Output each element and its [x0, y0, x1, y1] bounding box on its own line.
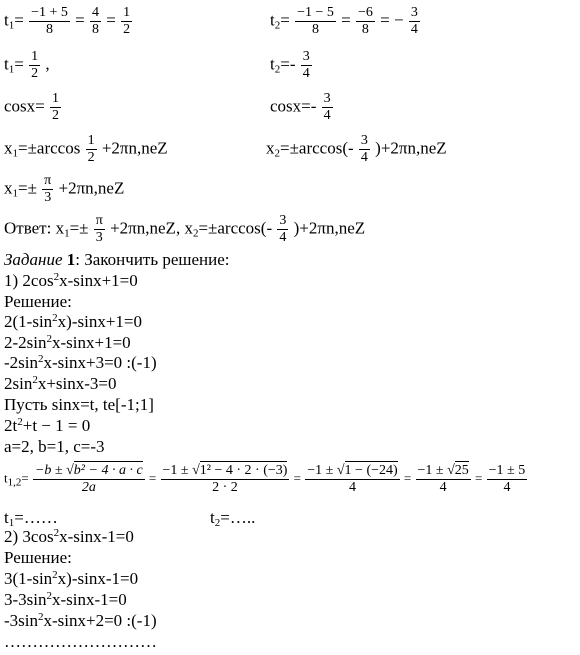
- t1-value: $t_1=$ $\frac{1}{2}$ ,: [4, 49, 50, 81]
- problem-2: 2) $3\cos^2x-\sin x-1=0$: [4, 527, 134, 546]
- cos-eq-1: cosx= $\frac{1}{2}$: [4, 91, 59, 123]
- solution-step: $2\sin^2x+\sin x-3=0$: [4, 374, 117, 393]
- t1-equation: $t_1=$ $\frac{-1 + 5}{8}$ = $\frac{4}{8}$ = $\frac{1}{2}$: [4, 5, 131, 37]
- fraction: $\frac{-1 - 5}{8}$: [297, 5, 334, 37]
- substitution: Пусть sinx=t, te[-1;1]: [4, 395, 154, 414]
- x2-general: $x_2=\pm\arccos(-$ $\frac{3}{4}$ )+2πn,neZ: [266, 133, 447, 165]
- solution-step: $2-2\sin^2x-\sin x+1=0$: [4, 333, 131, 352]
- x1-simplified: $x_1=\pm$ $\frac{\pi}{3}$ +2πn,neZ: [4, 173, 125, 205]
- fraction: $\frac{3}{4}$: [410, 5, 418, 37]
- fraction: $\frac{-1 + 5}{8}$: [31, 5, 68, 37]
- solution-step: $3-3\sin^2x-\sin x-1=0$: [4, 590, 127, 609]
- fraction: $\frac{\text{−1 ± √1² − 4 · 2 · (−3)}}{2 \cdot 2}$: [162, 463, 288, 495]
- x1-general: $x_1=\pm\arccos$ $\frac{1}{2}$ +2πn,neZ: [4, 133, 168, 165]
- coefficients: a=2, b=1, c=-3: [4, 437, 105, 456]
- t2-blank: $t_2=\dots$..: [210, 508, 256, 529]
- solution-step: $3(1-\sin^2x)-\sin x-1=0$: [4, 569, 139, 588]
- fraction: $\frac{-1 \pm √1 - (-24)}{4}$: [307, 463, 398, 495]
- solution-label: Решение:: [4, 292, 72, 311]
- task-heading: Задание 1: Закончить решение:: [4, 250, 230, 269]
- t1-blank: $t_1=\dots\dots$: [4, 508, 58, 529]
- t2-value: $t_2=-$ $\frac{3}{4}$: [270, 49, 310, 81]
- solution-step: $-2\sin^2x-\sin x+3=0$ :(-1): [4, 353, 157, 372]
- quadratic-formula: $t_{1,2}=$ $\frac{\text{−b ± √b² − 4 · a · c}}{2a}$ = $\frac{\text{−1 ± √1² − 4 · 2 · (−3)}}{2 \cdot 2}$ = $\frac{-1 \pm √1 - (-24)}{4}$ = $\frac{-1 \pm √25}{4}$ = $\frac{-1 \pm 5}{4}$: [4, 463, 526, 495]
- solution-label: Решение:: [4, 548, 72, 567]
- solution-step: $2(1-\sin^2x)-\sin x+1=0$: [4, 312, 143, 331]
- fraction: $\frac{-1 \pm 5}{4}$: [488, 463, 526, 495]
- cos-eq-2: cosx=- $\frac{3}{4}$: [270, 91, 331, 123]
- fraction: $\frac{4}{8}$: [91, 5, 99, 37]
- quadratic: $2t^2+t - 1 = 0$: [4, 416, 91, 435]
- t2-equation: $t_2=$ $\frac{-1 - 5}{8}$ = $\frac{-6}{8}$ = − $\frac{3}{4}$: [270, 5, 418, 37]
- fraction: $\frac{\text{−b ± √b² − 4 · a · c}}{2a}$: [34, 463, 143, 495]
- fraction: $\frac{-6}{8}$: [357, 5, 373, 37]
- solution-step: $-3\sin^2x-\sin x+2=0$ :(-1): [4, 611, 157, 630]
- problem-1: 1) $2\cos^2x-\sin x+1=0$: [4, 271, 138, 290]
- answer-line: Ответ: $x_1=\pm$ $\frac{\pi}{3}$ +2πn,neZ, $x_2=\pm\arccos(-$ $\frac{3}{4}$ )+2πn,neZ: [4, 213, 366, 245]
- fraction: $\frac{-1 \pm √25}{4}$: [417, 463, 469, 495]
- dotted-line: ………………………: [4, 632, 157, 651]
- fraction: $\frac{1}{2}$: [123, 5, 131, 37]
